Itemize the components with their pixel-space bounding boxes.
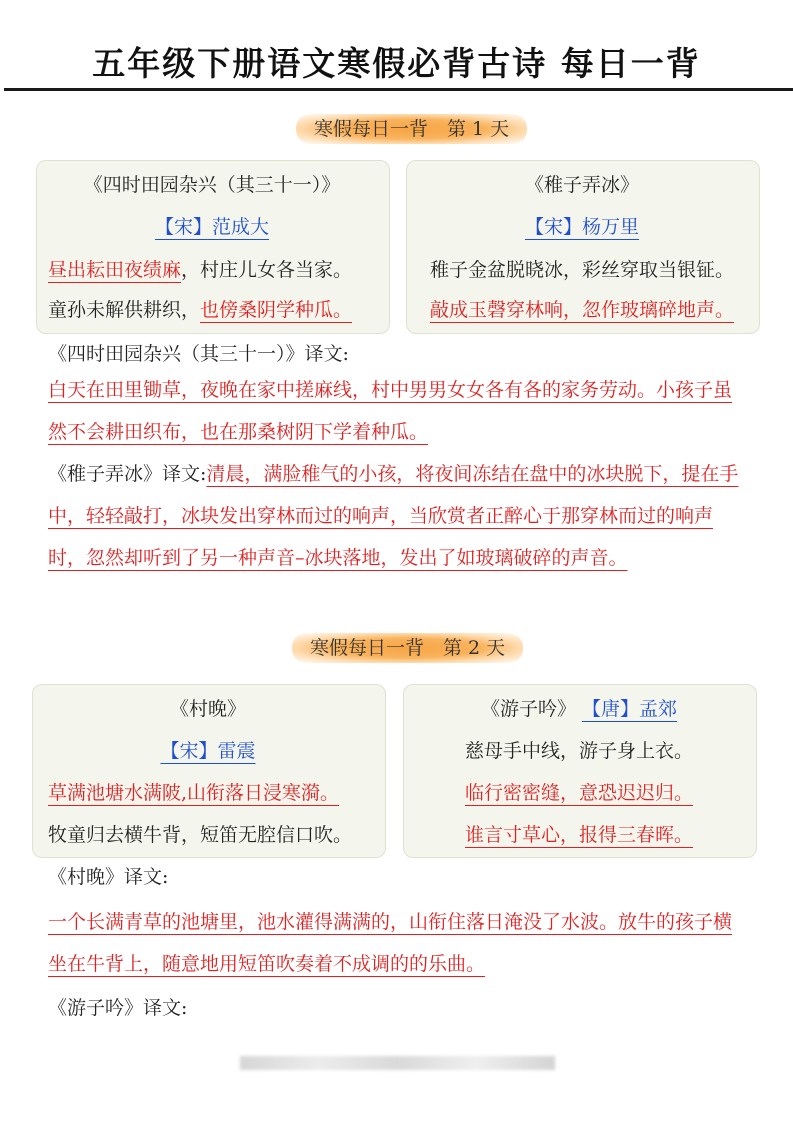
title-divider bbox=[4, 88, 793, 91]
blurred-footer bbox=[240, 1056, 555, 1070]
poem-line: 昼出耘田夜绩麻，村庄儿女各当家。 bbox=[48, 259, 353, 281]
translation-text: 白天在田里锄草，夜晚在家中搓麻线，村中男男女女各有各的家务劳动。小孩子虽然不会耕田织布，也在那桑树阴下学着种瓜。 bbox=[48, 379, 733, 443]
translation-text: 一个长满青草的池塘里，池水灌得满满的，山衔住落日淹没了水波。放牛的孩子横坐在牛背上，随意地用短笛吹奏着不成调的的乐曲。 bbox=[48, 911, 733, 975]
poem-line: 牧童归去横牛背，短笛无腔信口吹。 bbox=[48, 824, 353, 846]
poem-author: 【宋】杨万里 bbox=[524, 216, 639, 238]
translation-block bbox=[48, 453, 748, 579]
poem-title: 《村晚》 bbox=[169, 698, 246, 720]
poem-line: 童孙未解供耕织，也傍桑阴学种瓜。 bbox=[48, 299, 353, 321]
translation-label: 《游子吟》译文: bbox=[48, 997, 188, 1019]
page-title: 五年级下册语文寒假必背古诗 每日一背 bbox=[92, 44, 701, 83]
poem-line: 谁言寸草心，报得三春晖。 bbox=[464, 824, 693, 846]
poem-author: 【宋】雷震 bbox=[160, 740, 256, 762]
poem-line: 稚子金盆脱晓冰，彩丝穿取当银钲。 bbox=[429, 259, 734, 281]
translation-label: 《四时田园杂兴（其三十一）》译文: bbox=[48, 343, 349, 365]
translation-text: 清晨，满脸稚气的小孩，将夜间冻结在盘中的冰块脱下，提在手中，轻轻敲打，冰块发出穿林而过的响声，当欣赏者正醉心于那穿林而过的响声时，忽然却听到了另一种声音–冰块落地，发出了如玻璃破碎的声音。 bbox=[48, 463, 739, 569]
poem-author: 【宋】范成大 bbox=[154, 216, 269, 238]
poem-heading bbox=[403, 694, 755, 721]
poem-title: 《四时田园杂兴（其三十一）》 bbox=[83, 174, 341, 196]
poem-line: 慈母手中线，游子身上衣。 bbox=[464, 740, 693, 762]
translation-label: 《稚子弄冰》译文: bbox=[48, 463, 207, 485]
poem-author: 【唐】孟郊 bbox=[582, 698, 678, 720]
poem-line: 草满池塘水满陂,山衔落日浸寒漪。 bbox=[48, 782, 340, 804]
day-2-banner: 寒假每日一背 第 2 天 bbox=[292, 633, 523, 663]
poem-title: 《稚子弄冰》 bbox=[524, 174, 639, 196]
poem-line: 临行密密缝，意恐迟迟归。 bbox=[464, 782, 693, 804]
day-1-banner: 寒假每日一背 第 1 天 bbox=[296, 114, 527, 144]
poem-title: 《游子吟》 bbox=[480, 698, 576, 720]
poem-line: 敲成玉磬穿林响，忽作玻璃碎地声。 bbox=[429, 299, 734, 321]
translation-label: 《村晚》译文: bbox=[48, 866, 169, 888]
